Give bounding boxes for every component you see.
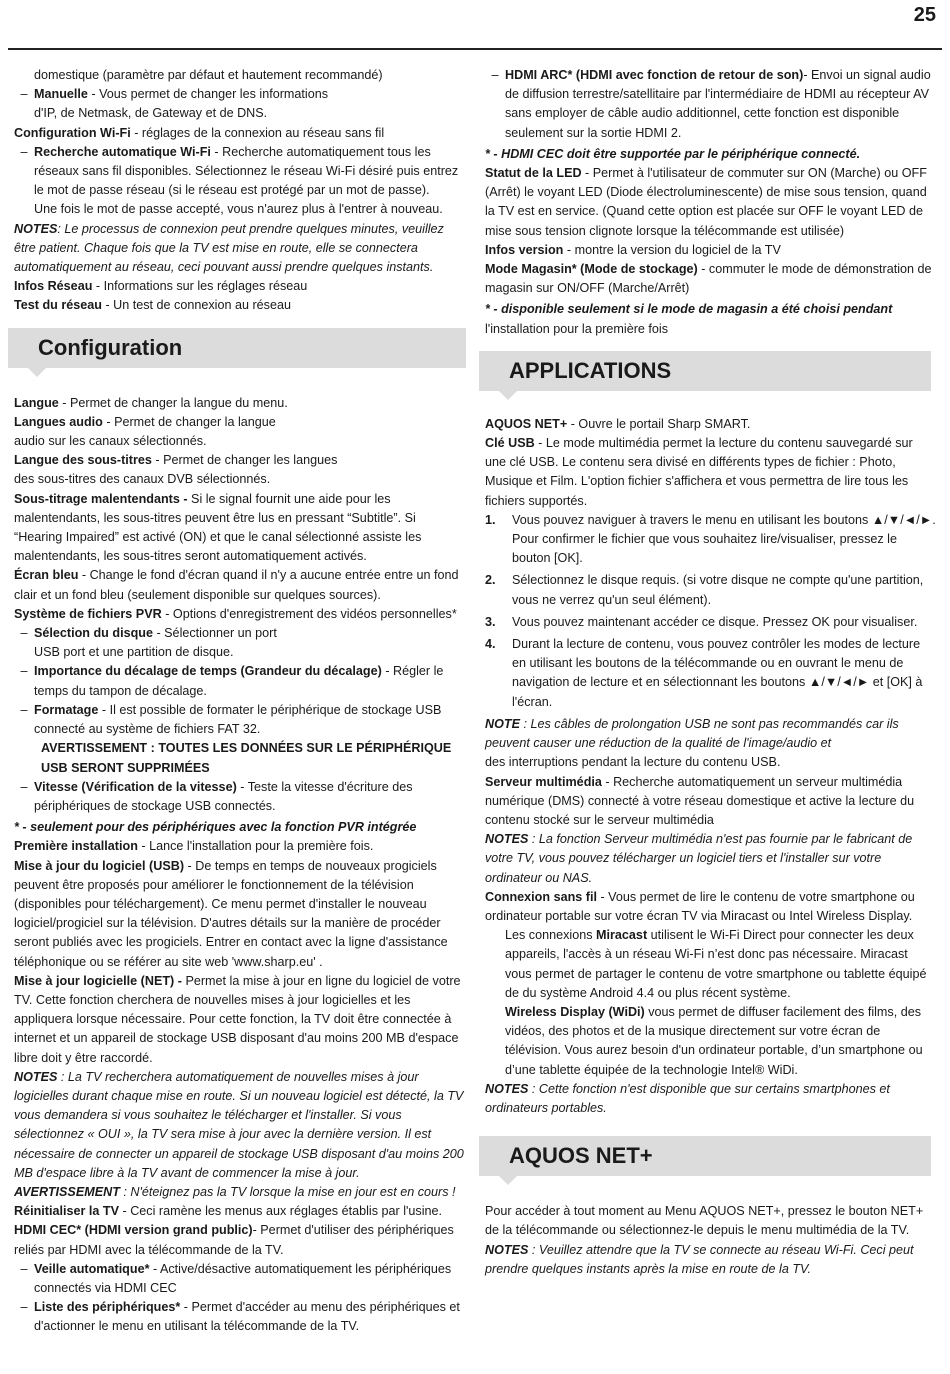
paragraph: Infos version - montre la version du logiciel de la TV	[485, 242, 781, 257]
paragraph: HDMI CEC* (HDMI version grand public)- Permet d'utiliser des périphériques reliés par HDMI avec la télécommande de la TV.	[14, 1223, 454, 1257]
footnote: * - HDMI CEC doit être supportée par le périphérique connecté.	[485, 146, 861, 161]
paragraph: audio sur les canaux sélectionnés.	[14, 434, 207, 449]
steps-list	[485, 511, 937, 712]
list-item: – Importance du décalage de temps (Grandeur du décalage) - Régler le temps du tampon de décalage.	[14, 662, 466, 700]
paragraph: AQUOS NET+ - Ouvre le portail Sharp SMART.	[485, 416, 751, 431]
list-item: – HDMI ARC* (HDMI avec fonction de retour de son)- Envoi un signal audio de diffusion terrestre/satellitaire par l'intermédiaire de HDMI au récepteur AV sans employer de câble audio additionnel, cette fonction est disponible seulement sur la sortie HDMI 2.	[485, 66, 937, 143]
list-item: – Liste des périphériques* - Permet d'accéder au menu des périphériques et d'actionner le menu en utilisant la télécommande de la TV.	[14, 1298, 466, 1336]
list-item: – Sélection du disque - Sélectionner un port	[14, 624, 466, 643]
paragraph: Langue - Permet de changer la langue du menu.	[14, 395, 288, 410]
note: NOTES : Veuillez attendre que la TV se connecte au réseau Wi-Fi. Ceci peut prendre quelques instants après la mise en route de la TV.	[485, 1242, 914, 1276]
paragraph: Wireless Display (WiDi) vous permet de diffuser facilement des films, des vidéos, des photos et de la musique directement sur votre écran de télévision. Vous aurez besoin d'un ordinateur portable, d’un smartphone ou d’une tablette équipée de la technologie Intel® WiDi.	[505, 1004, 923, 1077]
paragraph: Les connexions Miracast utilisent le Wi-Fi Direct pour connecter les deux appareils, l'accès à un réseau Wi-Fi n’est donc pas nécessaire. Miracast vous permet de partager le contenu de votre smartphone ou tablette équipé de du système Android 4.4 ou plus récent système.	[505, 928, 927, 1000]
paragraph: Système de fichiers PVR - Options d'enregistrement des vidéos personnelles*	[14, 606, 457, 621]
note: NOTES : La fonction Serveur multimédia n'est pas fournie par le fabricant de votre TV, vous pouvez télécharger un logiciel tiers et l'installer sur votre ordinateur ou NAS.	[485, 832, 913, 885]
list-item: 1. Vous pouvez naviguer à travers le menu en utilisant les boutons ▲/▼/◄/►. Pour confirmer le fichier que vous souhaitez lire/visualiser, pressez le bouton [OK].	[485, 512, 936, 566]
list-item: 4. Durant la lecture de contenu, vous pouvez contrôler les modes de lecture en utilisant les boutons de la télécommande ou en ouvrant le menu de navigation de lecture et en sélectionnant les boutons ▲/▼/◄/► et [OK] à l'écran.	[485, 637, 923, 709]
section-header	[479, 351, 931, 391]
list-item: 3. Vous pouvez maintenant accéder ce disque. Pressez OK pour visualiser.	[485, 614, 918, 629]
paragraph: Statut de la LED - Permet à l'utilisateur de commuter sur ON (Marche) ou OFF (Arrêt) le voyant LED (Diode électroluminescente) de mise sous tension, quand la TV est en service. (Quand cette option est placée sur OFF le voyant LED de mise sous tension clignote lorsque la télécommande est utilisée)	[485, 166, 927, 238]
page-number: 25	[913, 4, 936, 26]
paragraph: Une fois le mot de passe accepté, vous n'aurez plus à l'entrer à nouveau.	[34, 202, 443, 217]
note: NOTES : La TV recherchera automatiquement de nouvelles mises à jour logicielles durant chaque mise en route. Si un nouveau logiciel est détecté, la TV vous demandera si vous souhaitez le télécharger et l'installer. Si vous sélectionnez « OUI », la TV sera mise à jour avec la dernière version. Il est nécessaire de connecter un appareil de stockage USB disposant d'au moins 200 MB d'espace libre à la TV avant de commencer la mise à jour.	[14, 1069, 464, 1180]
paragraph: Première installation - Lance l'installation pour la première fois.	[14, 839, 374, 854]
paragraph: Pour accéder à tout moment au Menu AQUOS NET+, pressez le bouton NET+ de la télécommande ou sélectionnez-le depuis le menu multimédia de la TV.	[485, 1204, 924, 1238]
warning: AVERTISSEMENT : N'éteignez pas la TV lorsque la mise en jour est en cours !	[14, 1184, 456, 1199]
paragraph: Connexion sans fil - Vous permet de lire le contenu de votre smartphone ou ordinateur portable sur votre écran TV via Miracast ou Intel Wireless Display.	[485, 889, 915, 923]
left-column	[14, 66, 466, 1337]
paragraph: Serveur multimédia - Recherche automatiquement un serveur multimédia numérique (DMS) connecté à votre réseau domestique et active la lecture du contenu stocké sur le serveur multimédia	[485, 774, 915, 827]
paragraph: Clé USB - Le mode multimédia permet la lecture du contenu sauvegardé sur une clé USB. Le contenu sera divisé en différents types de fichier : Photo, Musique et Film. L'option fichier s'affichera et vous permettra de lire tous les fichiers supportés.	[485, 436, 913, 508]
paragraph: Langue des sous-titres - Permet de changer les langues	[14, 453, 338, 468]
list-item: – Veille automatique* - Active/désactive automatiquement les périphériques connectés via HDMI CEC	[14, 1260, 466, 1298]
section-header	[479, 1136, 931, 1176]
footnote: * - disponible seulement si le mode de magasin a été choisi pendant	[485, 302, 893, 317]
section-title: Configuration	[38, 334, 183, 360]
note: NOTE : Les câbles de prolongation USB ne sont pas recommandés car ils peuvent causer une réduction de la qualité de l'image/audio et	[485, 716, 899, 751]
list-item: – Manuelle - Vous permet de changer les informations	[14, 85, 466, 104]
list-item: – Vitesse (Vérification de la vitesse) - Teste la vitesse d'écriture des périphériques de stockage USB connectés.	[14, 778, 466, 816]
section-title: APPLICATIONS	[509, 357, 672, 383]
paragraph: Langues audio - Permet de changer la langue	[14, 414, 276, 429]
list-item: – Recherche automatique Wi-Fi - Recherche automatiquement tous les réseaux sans fil disponibles. Sélectionnez le réseau Wi-Fi désiré puis entrez le mot de passe réseau (si le réseau est protégé par un mot de passe).	[14, 143, 466, 201]
section-header	[8, 328, 466, 368]
paragraph: Réinitialiser la TV - Ceci ramène les menus aux réglages établis par l'usine.	[14, 1204, 443, 1219]
paragraph: Mise à jour logicielle (NET) - Permet la mise à jour en ligne du logiciel de votre TV. Cette fonction cherchera de nouvelles mises à jour logicielles et les appliquera lorsque nécessaire. Pour cette fonction, la TV doit être connectée à internet et un appareil de stockage USB disposant d'au moins 200 MB d'espace libre doit y être raccordé.	[14, 973, 461, 1065]
paragraph: Écran bleu - Change le fond d'écran quand il n'y a aucune entrée entre un fond clair et un fond bleu (seulement disponible sur quelques sources).	[14, 568, 459, 602]
paragraph: des interruptions pendant la lecture du contenu USB.	[485, 755, 781, 770]
right-column	[485, 66, 937, 1279]
paragraph: domestique (paramètre par défaut et hautement recommandé)	[34, 68, 383, 82]
paragraph: Mise à jour du logiciel (USB) - De temps en temps de nouveaux progiciels peuvent être proposés pour améliorer le fonctionnement de la télévision (disponibles pour téléchargement). Ce menu permet d'installer le nouveau logiciel/progiciel sur la télévision. D'autres détails sur la manière de procéder seront publiés avec les progiciels. Entrer en contact avec la ligne d'assistance téléphonique ou se référer au site web 'www.sharp.eu' .	[14, 858, 448, 969]
paragraph: l'installation pour la première fois	[485, 321, 669, 336]
note: NOTES : Cette fonction n'est disponible que sur certains smartphones et ordinateurs portables.	[485, 1081, 890, 1115]
paragraph: Infos Réseau - Informations sur les réglages réseau	[14, 279, 308, 294]
warning: AVERTISSEMENT : TOUTES LES DONNÉES SUR LE PÉRIPHÉRIQUE USB SERONT SUPPRIMÉES	[41, 741, 452, 775]
header-rule	[8, 48, 942, 50]
paragraph: Mode Magasin* (Mode de stockage) - commuter le mode de démonstration de magasin sur ON/OFF (Marche/Arrêt)	[485, 262, 932, 296]
paragraph: Test du réseau - Un test de connexion au réseau	[14, 298, 291, 313]
list-item: – Formatage - Il est possible de formater le périphérique de stockage USB connecté au système de fichiers FAT 32.	[14, 701, 466, 739]
section-title: AQUOS NET+	[509, 1143, 653, 1169]
list-item: 2. Sélectionnez le disque requis. (si votre disque ne compte qu'une partition, vous ne verrez qu'un seul élément).	[485, 573, 924, 607]
footnote: * - seulement pour des périphériques avec la fonction PVR intégrée	[14, 820, 417, 835]
paragraph: Configuration Wi-Fi - réglages de la connexion au réseau sans fil	[14, 125, 385, 140]
paragraph: des sous-titres des canaux DVB sélectionnés.	[14, 472, 271, 487]
paragraph: Sous-titrage malentendants - Si le signal fournit une aide pour les malentendants, les sous-titres peuvent être lus en pressant “Subtitle”. Si “Hearing Impaired” est activé (ON) et que le canal sélectionné assiste les malentendants, les sous-titres seront automatiquement activés.	[14, 491, 422, 564]
note: NOTES: Le processus de connexion peut prendre quelques minutes, veuillez être patient. Chaque fois que la TV est mise en route, elle se connectera automatiquement au réseau, ceci pouvant aussi prendre quelques instants.	[14, 221, 444, 275]
paragraph: d'IP, de Netmask, de Gateway et de DNS.	[34, 106, 268, 121]
paragraph: USB port et une partition de disque.	[34, 645, 234, 660]
